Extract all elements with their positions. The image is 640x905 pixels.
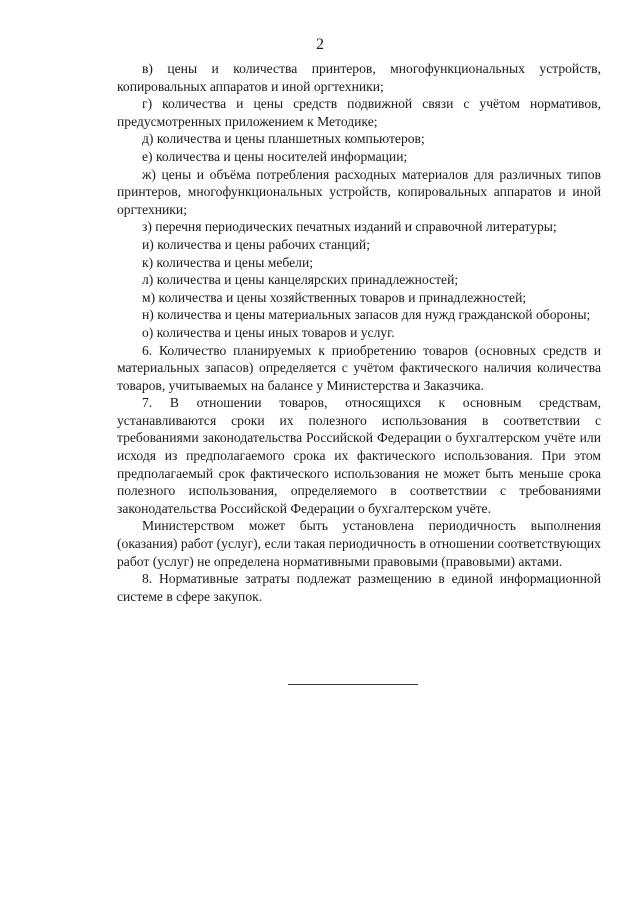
- clause-6: 6. Количество планируемых к приобретению товаров (основных средств и материальных запасов) определяется с учётом фактического наличия количества товаров, учитываемых на балансе у Министерства и Заказчика.: [117, 342, 601, 393]
- list-item-l: л) количества и цены канцелярских принадлежностей;: [142, 272, 459, 288]
- page-number: 2: [316, 36, 324, 53]
- list-item-zh: ж) цены и объёма потребления расходных материалов для различных типов принтеров, многофункциональных устройств, копировальных аппаратов и иной оргтехники;: [117, 166, 601, 217]
- list-item-d: д) количества и цены планшетных компьютеров;: [142, 131, 425, 147]
- list-item-z: з) перечня периодических печатных изданий и справочной литературы;: [142, 219, 557, 235]
- list-item-i: и) количества и цены рабочих станций;: [142, 236, 370, 252]
- list-item-e: е) количества и цены носителей информации;: [142, 148, 408, 164]
- list-item-n: н) количества и цены материальных запасов для нужд гражданской обороны;: [142, 307, 591, 323]
- list-item-v: в) цены и количества принтеров, многофункциональных устройств, копировальных аппаратов и иной оргтехники;: [117, 61, 601, 94]
- clause-7-continuation: Министерством может быть установлена периодичность выполнения (оказания) работ (услуг), если такая периодичность в отношении соответствующих работ (услуг) не определена нормативными правовыми (правовыми) актами.: [117, 518, 601, 569]
- list-item-k: к) количества и цены мебели;: [142, 254, 314, 270]
- list-item-o: о) количества и цены иных товаров и услуг.: [142, 324, 395, 340]
- clause-8: 8. Нормативные затраты подлежат размещению в единой информационной системе в сфере закупок.: [117, 571, 601, 604]
- end-divider: [288, 684, 418, 685]
- list-item-m: м) количества и цены хозяйственных товаров и принадлежностей;: [142, 289, 527, 305]
- document-body: [117, 60, 601, 605]
- list-item-g: г) количества и цены средств подвижной связи с учётом нормативов, предусмотренных приложением к Методике;: [117, 96, 601, 129]
- clause-7: 7. В отношении товаров, относящихся к основным средствам, устанавливаются сроки их полезного использования в соответствии с требованиями законодательства Российской Федерации о бухгалтерском учёте или исходя из предполагаемого срока их фактического использования. При этом предполагаемый срок фактического использования не может быть меньше срока полезного использования, определяемого в соответствии с требованиями законодательства Российской Федерации о бухгалтерском учёте.: [117, 395, 601, 516]
